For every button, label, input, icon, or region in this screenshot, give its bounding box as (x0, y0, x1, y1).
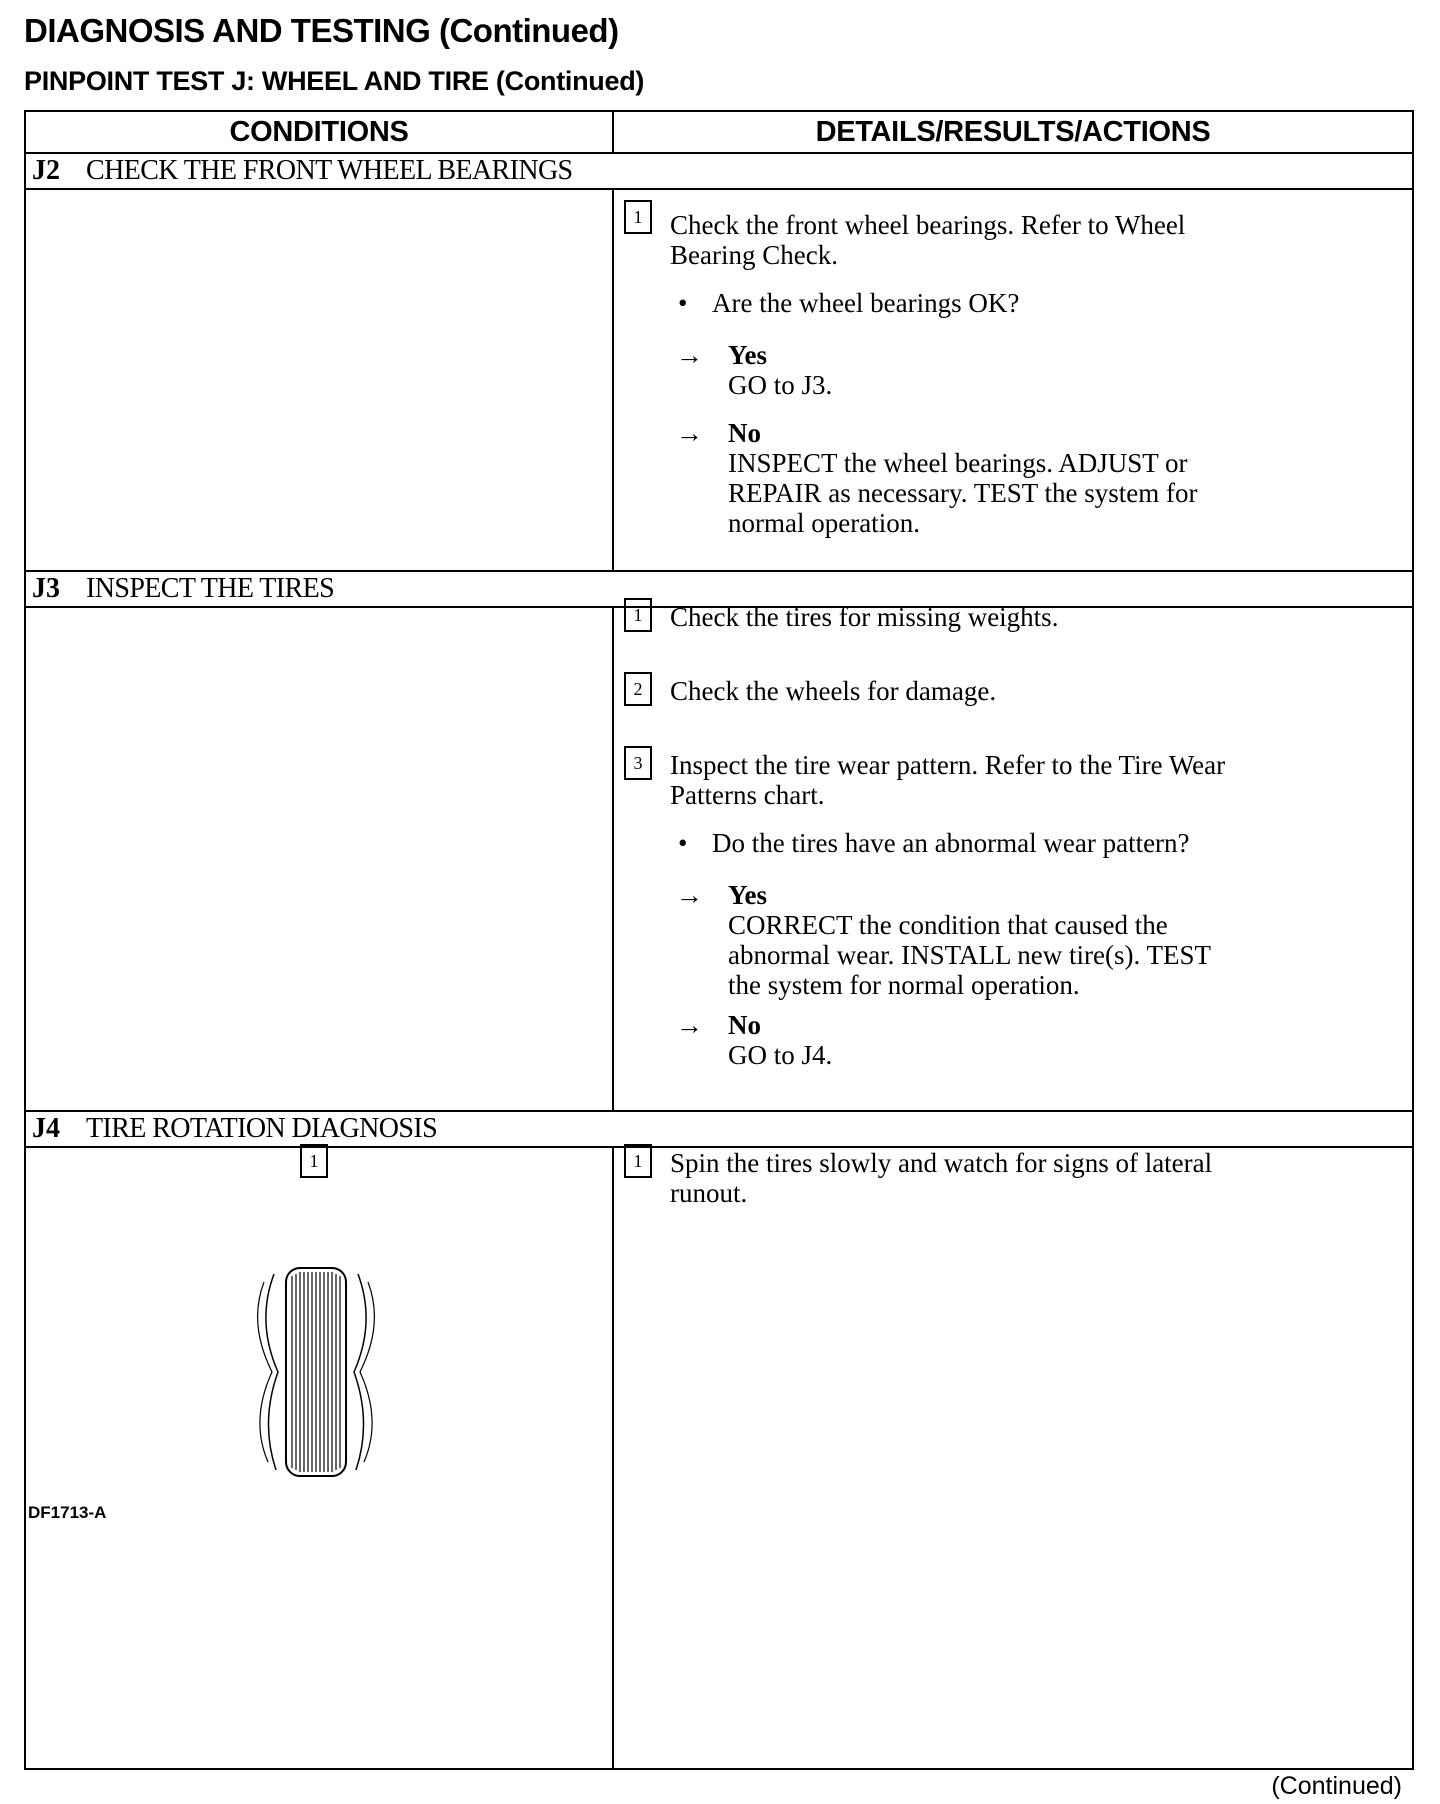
action-text: Check the tires for missing weights. (670, 602, 1059, 632)
question-text: Do the tires have an abnormal wear pattern? (712, 828, 1190, 858)
step-j3-title-row (32, 570, 334, 608)
conditions-header: CONDITIONS (229, 116, 409, 148)
step-j2-title-row (32, 152, 573, 190)
arrow-right-icon: → (676, 418, 703, 448)
action-number-box: 2 (624, 672, 652, 706)
question-text: Are the wheel bearings OK? (712, 288, 1020, 318)
pinpoint-test-table (24, 110, 1414, 1770)
action-text: Check the front wheel bearings. Refer to Wheel Bearing Check. (670, 210, 1186, 270)
step-title: INSPECT THE TIRES (86, 573, 335, 604)
yes-answer (728, 880, 1218, 1000)
figure-label: DF1713-A (28, 1503, 107, 1522)
action-text: Check the wheels for damage. (670, 676, 997, 706)
no-action: INSPECT the wheel bearings. ADJUST or REPAIR as necessary. TEST the system for normal operation. (728, 448, 1198, 538)
column-divider (612, 1148, 614, 1770)
action-number-box: 3 (624, 746, 652, 780)
yes-label: Yes (728, 880, 767, 910)
step-id: J2 (32, 155, 60, 186)
yes-answer (728, 340, 1208, 400)
pinpoint-test-title: PINPOINT TEST J: WHEEL AND TIRE (Continued) (24, 66, 645, 96)
figure-number-box: 1 (300, 1144, 328, 1178)
column-divider (612, 190, 614, 570)
no-answer (728, 1010, 1208, 1070)
tire-runout-illustration-icon (246, 1262, 386, 1482)
step-id: J4 (32, 1113, 60, 1144)
step-id: J3 (32, 573, 60, 604)
no-action: GO to J4. (728, 1040, 833, 1070)
yes-action: CORRECT the condition that caused the abnormal wear. INSTALL new tire(s). TEST the system for normal operation. (728, 910, 1211, 1000)
action-text: Spin the tires slowly and watch for signs of lateral runout. (670, 1148, 1213, 1208)
step-title: TIRE ROTATION DIAGNOSIS (86, 1113, 438, 1144)
step-j4-title-row (32, 1110, 437, 1148)
action-number-box: 1 (624, 598, 652, 632)
yes-action: GO to J3. (728, 370, 833, 400)
yes-label: Yes (728, 340, 767, 370)
no-answer (728, 418, 1208, 538)
action-number-box: 1 (624, 1144, 652, 1178)
continued-footer: (Continued) (1271, 1772, 1402, 1800)
step-title: CHECK THE FRONT WHEEL BEARINGS (86, 155, 573, 186)
column-divider (612, 608, 614, 1110)
no-label: No (728, 1010, 761, 1040)
bullet-icon: • (678, 828, 688, 858)
arrow-right-icon: → (676, 1010, 703, 1040)
bullet-icon: • (678, 288, 688, 318)
page-title: DIAGNOSIS AND TESTING (Continued) (24, 12, 619, 49)
details-header: DETAILS/RESULTS/ACTIONS (815, 116, 1211, 148)
arrow-right-icon: → (676, 880, 703, 910)
arrow-right-icon: → (676, 340, 703, 370)
action-number-box: 1 (624, 200, 652, 234)
no-label: No (728, 418, 761, 448)
action-text: Inspect the tire wear pattern. Refer to the Tire Wear Patterns chart. (670, 750, 1226, 810)
